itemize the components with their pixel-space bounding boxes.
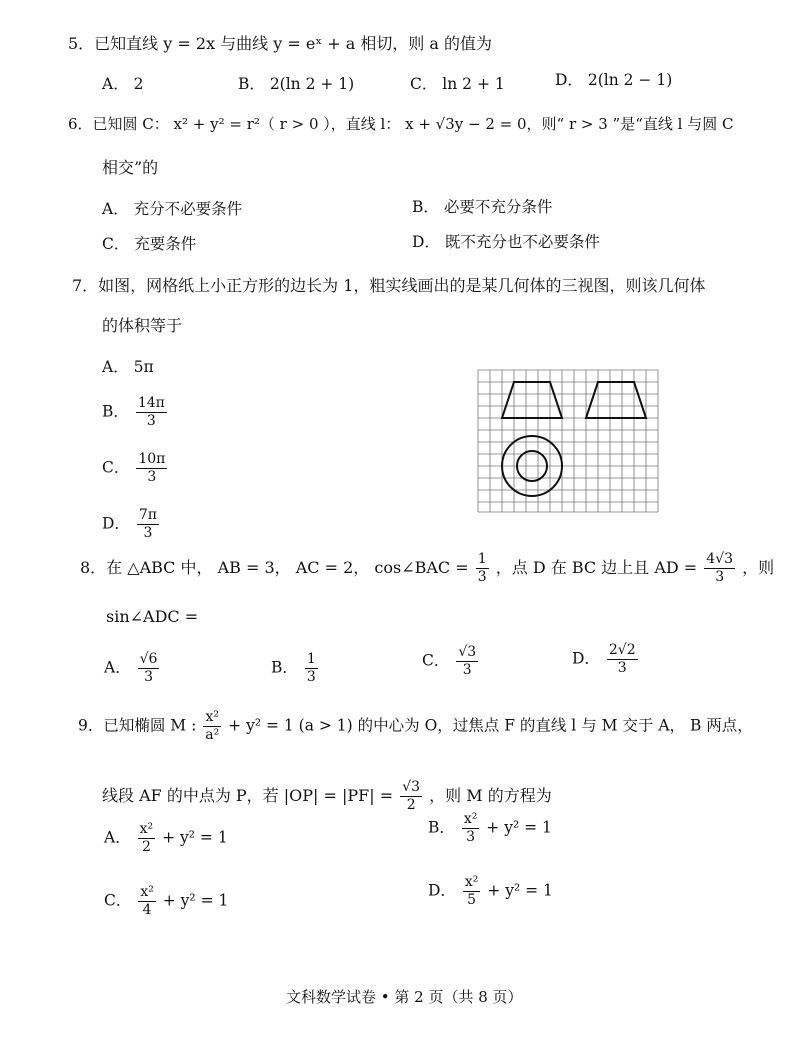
q8-option-a-numerator: √6 xyxy=(139,651,158,667)
q7-option-d-numerator: 7π xyxy=(138,507,157,523)
q9-op-fraction xyxy=(400,780,422,812)
q9-stem-line1 xyxy=(78,710,753,742)
q8-option-c-numerator: √3 xyxy=(458,644,477,660)
page-footer: 文科数学试卷 • 第 2 页（共 8 页） xyxy=(286,988,523,1006)
q8-stem-part2: ，点 D 在 BC 边上且 AD = xyxy=(495,558,698,578)
q7-stem-line2: 的体积等于 xyxy=(102,316,183,335)
q7-option-b-fraction xyxy=(136,396,167,428)
q9-stem-part1: 9．已知椭圆 M : xyxy=(78,716,197,735)
q7-option-a: A． 5π xyxy=(102,358,154,376)
q7-option-d-denominator: 3 xyxy=(143,524,153,541)
q8-ad-numerator: 4√3 xyxy=(706,551,734,567)
q8-option-a-fraction xyxy=(138,652,160,684)
q9-option-b xyxy=(428,812,552,844)
q7-option-c-fraction xyxy=(136,452,167,484)
q8-option-c xyxy=(422,645,480,677)
q8-option-d-denominator: 3 xyxy=(617,659,627,676)
q7-option-d-label: D． xyxy=(102,514,130,533)
q8-option-b xyxy=(271,652,320,684)
q9-option-c-tail: + y² = 1 xyxy=(162,891,229,910)
q9-option-b-denominator: 3 xyxy=(466,828,476,845)
q8-stem-line1 xyxy=(80,552,774,584)
q7-option-c xyxy=(102,452,169,484)
grid-paper xyxy=(478,370,658,512)
q5-option-b: B． 2(ln 2 + 1) xyxy=(238,75,355,93)
q9-option-b-tail: + y² = 1 xyxy=(486,818,552,837)
q7-option-d xyxy=(102,508,161,540)
q9-stem-line2 xyxy=(102,780,552,812)
q5-option-c: C． ln 2 + 1 xyxy=(410,75,505,93)
q9-option-a-tail: + y² = 1 xyxy=(162,828,228,847)
q8-option-b-label: B． xyxy=(271,658,298,677)
front-view-trapezoid xyxy=(502,382,562,418)
q6-stem-line1: 6．已知圆 C： x² + y² = r²（ r > 0 ），直线 l： x + √3y − 2 = 0，则“ r > 3 ”是“直线 l 与圆 C xyxy=(68,115,734,133)
q6-option-a: A． 充分不必要条件 xyxy=(102,200,243,218)
q8-cos-denominator: 3 xyxy=(477,568,487,585)
q5-option-a: A． 2 xyxy=(102,75,144,93)
q9-option-b-label: B． xyxy=(428,818,455,837)
q8-option-a-denominator: 3 xyxy=(144,668,154,685)
q9-option-d-fraction xyxy=(463,875,481,907)
q9-option-c xyxy=(104,885,228,917)
q9-option-d-tail: + y² = 1 xyxy=(487,881,553,900)
q9-option-b-numerator: x² xyxy=(463,811,478,827)
q9-option-c-numerator: x² xyxy=(140,884,154,900)
q9-option-a-denominator: 2 xyxy=(141,838,151,855)
q8-option-c-denominator: 3 xyxy=(462,661,472,678)
side-view-trapezoid xyxy=(586,382,646,418)
q9-ellipse-numerator: x² xyxy=(205,709,219,725)
q7-option-c-numerator: 10π xyxy=(138,451,166,467)
q8-option-d-fraction xyxy=(607,643,638,675)
q7-stem-line1: 7．如图，网格纸上小正方形的边长为 1，粗实线画出的是某几何体的三视图，则该几何体 xyxy=(72,276,706,295)
q9-ellipse-fraction xyxy=(203,710,221,742)
q7-option-c-label: C． xyxy=(102,458,130,477)
q9-option-a-fraction xyxy=(138,822,156,854)
q8-option-b-denominator: 3 xyxy=(306,668,316,685)
q9-stem-part2: + y² = 1 (a > 1) 的中心为 O，过焦点 F 的直线 l 与 M 交于 A， B 两点， xyxy=(228,716,753,735)
q6-option-b: B． 必要不充分条件 xyxy=(412,198,553,216)
q7-option-b-label: B． xyxy=(102,402,129,421)
q9-ellipse-denominator: a² xyxy=(205,726,220,743)
q5-option-d: D． 2(ln 2 − 1) xyxy=(555,71,673,89)
q5-stem: 5．已知直线 y = 2x 与曲线 y = eˣ + a 相切，则 a 的值为 xyxy=(68,34,493,53)
q9-stem-line2-a: 线段 AF 的中点为 P，若 |OP| = |PF| = xyxy=(102,786,394,806)
q6-stem-line2: 相交”的 xyxy=(102,158,159,177)
q7-option-b-denominator: 3 xyxy=(146,412,156,429)
q9-option-d-label: D． xyxy=(428,881,456,900)
q8-option-c-fraction xyxy=(456,645,478,677)
q6-option-d: D． 既不充分也不必要条件 xyxy=(412,233,600,251)
q8-option-a-label: A． xyxy=(104,658,131,677)
q7-option-b xyxy=(102,396,169,428)
q8-option-d-label: D． xyxy=(572,649,600,668)
q9-op-numerator: √3 xyxy=(402,779,421,795)
q9-option-b-fraction xyxy=(462,812,480,844)
three-view-figure xyxy=(476,368,664,514)
q7-option-d-fraction xyxy=(137,508,159,540)
q8-cos-fraction xyxy=(476,552,489,584)
q8-option-d-numerator: 2√2 xyxy=(608,642,636,658)
q9-option-a-label: A． xyxy=(104,828,131,847)
q7-option-c-denominator: 3 xyxy=(147,468,157,485)
q7-option-b-numerator: 14π xyxy=(137,395,165,411)
q9-op-denominator: 2 xyxy=(406,796,416,813)
q8-cos-numerator: 1 xyxy=(477,551,487,567)
q9-option-d-numerator: x² xyxy=(464,874,479,890)
q8-option-b-fraction xyxy=(305,652,318,684)
q8-stem-line2: sin∠ADC = xyxy=(106,607,199,626)
q8-option-b-numerator: 1 xyxy=(306,651,316,667)
q8-stem-part3: ，则 xyxy=(742,558,775,578)
q9-option-a xyxy=(104,822,228,854)
q9-option-c-denominator: 4 xyxy=(142,901,152,918)
q8-ad-denominator: 3 xyxy=(715,568,725,585)
q8-option-c-label: C． xyxy=(422,651,450,670)
q9-option-c-fraction xyxy=(138,885,156,917)
q6-option-c: C． 充要条件 xyxy=(102,235,197,253)
q9-stem-line2-b: ，则 M 的方程为 xyxy=(429,786,552,806)
q8-stem-part1: 8．在 △ABC 中， AB = 3， AC = 2， cos∠BAC = xyxy=(80,558,469,578)
q9-option-c-label: C． xyxy=(104,891,132,910)
q8-ad-fraction xyxy=(704,552,735,584)
q8-option-a xyxy=(104,652,161,684)
q9-option-d-denominator: 5 xyxy=(467,891,477,908)
q9-option-a-numerator: x² xyxy=(139,821,154,837)
q8-option-d xyxy=(572,643,640,675)
q9-option-d xyxy=(428,875,553,907)
